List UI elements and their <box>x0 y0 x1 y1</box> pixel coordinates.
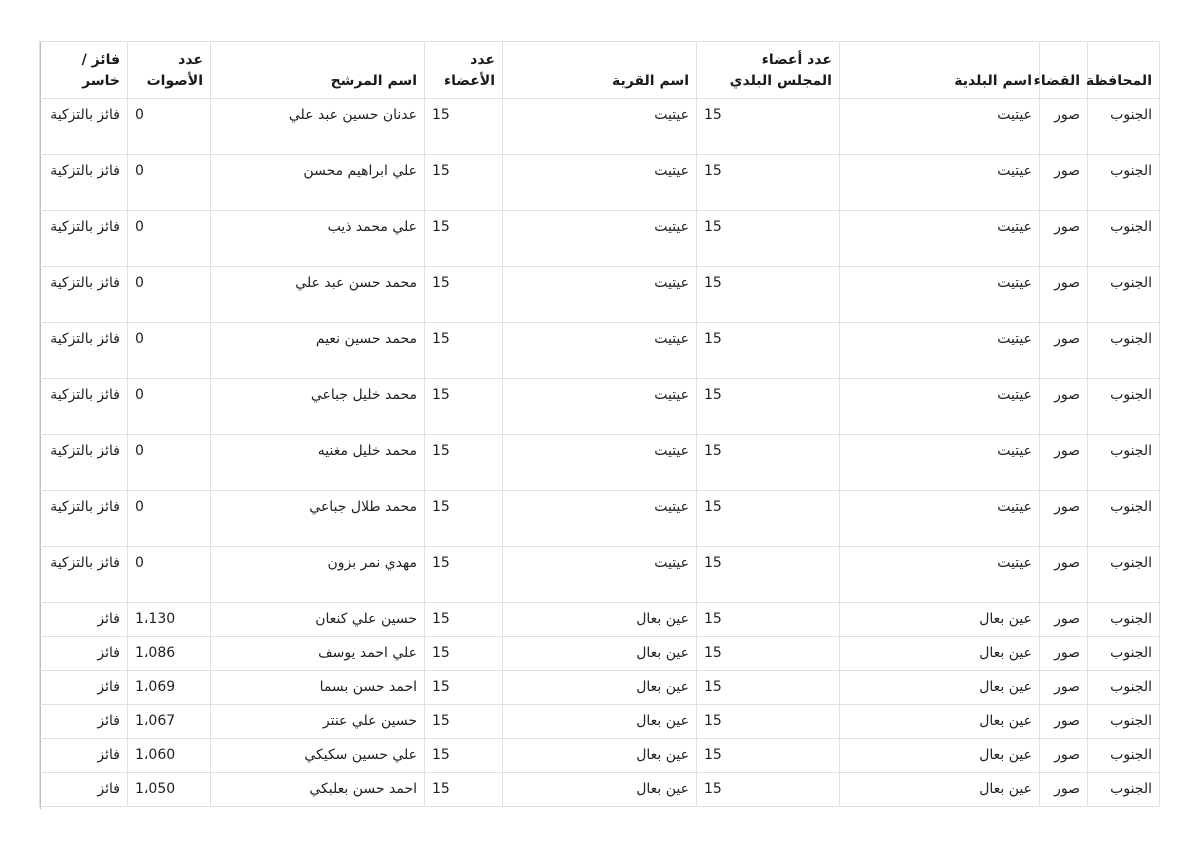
cell-votes: 0 <box>128 99 211 155</box>
cell-village: عين بعال <box>503 603 697 637</box>
cell-village: عين بعال <box>503 739 697 773</box>
cell-members: 15 <box>425 705 503 739</box>
cell-council-members: 15 <box>697 211 840 267</box>
cell-council-members: 15 <box>697 435 840 491</box>
cell-members: 15 <box>425 99 503 155</box>
cell-council-members: 15 <box>697 323 840 379</box>
cell-result: فائز بالتزكية <box>40 99 128 155</box>
cell-members: 15 <box>425 379 503 435</box>
cell-municipality: عيتيت <box>840 379 1040 435</box>
cell-district: صور <box>1040 323 1088 379</box>
cell-village: عيتيت <box>503 99 697 155</box>
table-row <box>40 211 1160 267</box>
cell-village: عيتيت <box>503 379 697 435</box>
cell-votes: 0 <box>128 323 211 379</box>
header-council-members: عدد أعضاء المجلس البلدي <box>697 42 840 99</box>
cell-council-members: 15 <box>697 671 840 705</box>
cell-votes: 0 <box>128 491 211 547</box>
table-row <box>40 547 1160 603</box>
cell-municipality: عيتيت <box>840 211 1040 267</box>
cell-village: عيتيت <box>503 155 697 211</box>
cell-council-members: 15 <box>697 705 840 739</box>
cell-council-members: 15 <box>697 379 840 435</box>
cell-votes: 1،069 <box>128 671 211 705</box>
cell-municipality: عيتيت <box>840 323 1040 379</box>
cell-result: فائز بالتزكية <box>40 323 128 379</box>
cell-result: فائز بالتزكية <box>40 211 128 267</box>
cell-candidate: عدنان حسين عبد علي <box>211 99 425 155</box>
cell-result: فائز <box>40 705 128 739</box>
header-row <box>40 42 1160 99</box>
results-table-container <box>40 41 1160 807</box>
cell-result: فائز بالتزكية <box>40 547 128 603</box>
cell-votes: 0 <box>128 155 211 211</box>
cell-result: فائز بالتزكية <box>40 379 128 435</box>
cell-governorate: الجنوب <box>1088 671 1160 705</box>
cell-candidate: حسين علي عنتر <box>211 705 425 739</box>
cell-village: عين بعال <box>503 671 697 705</box>
cell-candidate: احمد حسن بسما <box>211 671 425 705</box>
cell-votes: 1،086 <box>128 637 211 671</box>
cell-municipality: عيتيت <box>840 99 1040 155</box>
cell-members: 15 <box>425 211 503 267</box>
cell-votes: 1،130 <box>128 603 211 637</box>
cell-result: فائز بالتزكية <box>40 267 128 323</box>
cell-members: 15 <box>425 739 503 773</box>
cell-district: صور <box>1040 739 1088 773</box>
cell-district: صور <box>1040 211 1088 267</box>
cell-municipality: عيتيت <box>840 491 1040 547</box>
table-row <box>40 705 1160 739</box>
header-members: عدد الأعضاء <box>425 42 503 99</box>
cell-governorate: الجنوب <box>1088 773 1160 807</box>
table-row <box>40 155 1160 211</box>
cell-governorate: الجنوب <box>1088 637 1160 671</box>
cell-votes: 0 <box>128 435 211 491</box>
cell-district: صور <box>1040 547 1088 603</box>
cell-council-members: 15 <box>697 739 840 773</box>
header-governorate: المحافظة <box>1088 42 1160 99</box>
cell-municipality: عيتيت <box>840 155 1040 211</box>
cell-result: فائز <box>40 739 128 773</box>
table-row <box>40 637 1160 671</box>
cell-result: فائز <box>40 671 128 705</box>
table-row <box>40 435 1160 491</box>
cell-members: 15 <box>425 773 503 807</box>
table-row <box>40 739 1160 773</box>
cell-candidate: محمد حسين نعيم <box>211 323 425 379</box>
cell-municipality: عين بعال <box>840 603 1040 637</box>
cell-district: صور <box>1040 435 1088 491</box>
header-district: القضاء <box>1040 42 1088 99</box>
cell-candidate: محمد حسن عبد علي <box>211 267 425 323</box>
cell-candidate: محمد طلال جباعي <box>211 491 425 547</box>
header-candidate: اسم المرشح <box>211 42 425 99</box>
table-row <box>40 773 1160 807</box>
cell-municipality: عين بعال <box>840 739 1040 773</box>
cell-votes: 1،067 <box>128 705 211 739</box>
cell-governorate: الجنوب <box>1088 379 1160 435</box>
cell-members: 15 <box>425 547 503 603</box>
header-votes: عدد الأصوات <box>128 42 211 99</box>
cell-council-members: 15 <box>697 637 840 671</box>
cell-governorate: الجنوب <box>1088 267 1160 323</box>
cell-village: عين بعال <box>503 773 697 807</box>
cell-council-members: 15 <box>697 155 840 211</box>
cell-village: عيتيت <box>503 323 697 379</box>
cell-council-members: 15 <box>697 267 840 323</box>
cell-candidate: مهدي نمر بزون <box>211 547 425 603</box>
cell-candidate: علي ابراهيم محسن <box>211 155 425 211</box>
cell-governorate: الجنوب <box>1088 547 1160 603</box>
cell-members: 15 <box>425 603 503 637</box>
cell-village: عيتيت <box>503 435 697 491</box>
cell-candidate: علي احمد يوسف <box>211 637 425 671</box>
cell-members: 15 <box>425 155 503 211</box>
cell-council-members: 15 <box>697 547 840 603</box>
cell-district: صور <box>1040 379 1088 435</box>
cell-municipality: عيتيت <box>840 267 1040 323</box>
table-row <box>40 323 1160 379</box>
cell-municipality: عين بعال <box>840 671 1040 705</box>
cell-village: عيتيت <box>503 267 697 323</box>
cell-district: صور <box>1040 155 1088 211</box>
cell-governorate: الجنوب <box>1088 323 1160 379</box>
cell-votes: 1،050 <box>128 773 211 807</box>
table-row <box>40 267 1160 323</box>
cell-members: 15 <box>425 637 503 671</box>
cell-votes: 0 <box>128 379 211 435</box>
cell-village: عيتيت <box>503 491 697 547</box>
cell-members: 15 <box>425 435 503 491</box>
cell-governorate: الجنوب <box>1088 705 1160 739</box>
cell-result: فائز <box>40 603 128 637</box>
cell-votes: 0 <box>128 211 211 267</box>
cell-council-members: 15 <box>697 99 840 155</box>
cell-candidate: محمد خليل مغنيه <box>211 435 425 491</box>
cell-village: عين بعال <box>503 637 697 671</box>
cell-municipality: عين بعال <box>840 705 1040 739</box>
header-result: فائز / خاسر <box>40 42 128 99</box>
table-body <box>40 99 1160 807</box>
cell-result: فائز بالتزكية <box>40 155 128 211</box>
cell-village: عيتيت <box>503 211 697 267</box>
cell-result: فائز <box>40 637 128 671</box>
cell-municipality: عيتيت <box>840 435 1040 491</box>
cell-village: عيتيت <box>503 547 697 603</box>
cell-district: صور <box>1040 705 1088 739</box>
cell-governorate: الجنوب <box>1088 435 1160 491</box>
cell-candidate: محمد خليل جباعي <box>211 379 425 435</box>
cell-municipality: عين بعال <box>840 773 1040 807</box>
cell-district: صور <box>1040 491 1088 547</box>
cell-governorate: الجنوب <box>1088 739 1160 773</box>
table-row <box>40 603 1160 637</box>
cell-village: عين بعال <box>503 705 697 739</box>
cell-municipality: عيتيت <box>840 547 1040 603</box>
cell-district: صور <box>1040 773 1088 807</box>
cell-candidate: علي حسين سكيكي <box>211 739 425 773</box>
cell-result: فائز بالتزكية <box>40 435 128 491</box>
cell-governorate: الجنوب <box>1088 603 1160 637</box>
table-row <box>40 671 1160 705</box>
cell-candidate: علي محمد ذيب <box>211 211 425 267</box>
cell-members: 15 <box>425 323 503 379</box>
cell-district: صور <box>1040 603 1088 637</box>
cell-candidate: حسين علي كنعان <box>211 603 425 637</box>
cell-votes: 1،060 <box>128 739 211 773</box>
table-row <box>40 491 1160 547</box>
cell-governorate: الجنوب <box>1088 491 1160 547</box>
cell-members: 15 <box>425 491 503 547</box>
cell-council-members: 15 <box>697 773 840 807</box>
cell-governorate: الجنوب <box>1088 99 1160 155</box>
cell-members: 15 <box>425 671 503 705</box>
header-village: اسم القرية <box>503 42 697 99</box>
cell-members: 15 <box>425 267 503 323</box>
cell-candidate: احمد حسن بعلبكي <box>211 773 425 807</box>
cell-council-members: 15 <box>697 491 840 547</box>
cell-governorate: الجنوب <box>1088 155 1160 211</box>
cell-district: صور <box>1040 637 1088 671</box>
cell-district: صور <box>1040 267 1088 323</box>
cell-result: فائز <box>40 773 128 807</box>
cell-council-members: 15 <box>697 603 840 637</box>
cell-district: صور <box>1040 99 1088 155</box>
cell-result: فائز بالتزكية <box>40 491 128 547</box>
table-row <box>40 99 1160 155</box>
table-row <box>40 379 1160 435</box>
election-results-table <box>39 41 1160 807</box>
header-municipality: اسم البلدية <box>840 42 1040 99</box>
cell-governorate: الجنوب <box>1088 211 1160 267</box>
cell-district: صور <box>1040 671 1088 705</box>
cell-municipality: عين بعال <box>840 637 1040 671</box>
cell-votes: 0 <box>128 547 211 603</box>
cell-votes: 0 <box>128 267 211 323</box>
